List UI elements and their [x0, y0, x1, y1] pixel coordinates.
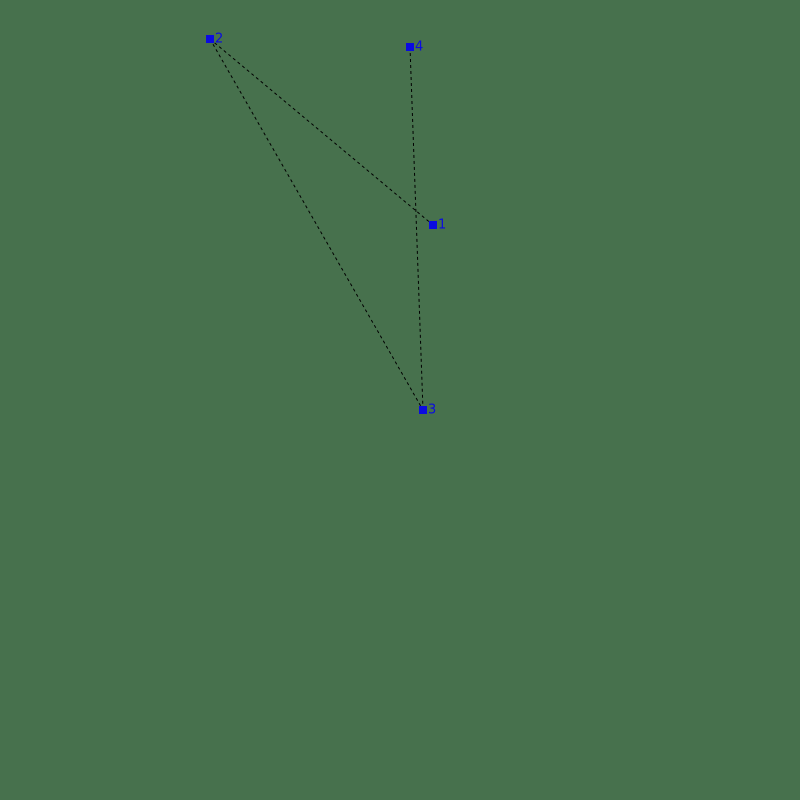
node-2-label: 2: [215, 31, 224, 47]
edge-4-3: [410, 47, 423, 410]
nodes-layer: [206, 32, 446, 418]
node-3-marker[interactable]: [419, 406, 427, 414]
node-1[interactable]: [429, 218, 446, 233]
node-1-label: 1: [438, 217, 447, 233]
node-4-marker[interactable]: [406, 43, 414, 51]
node-1-marker[interactable]: [429, 221, 437, 229]
node-4-label: 4: [415, 39, 424, 55]
node-3[interactable]: [419, 403, 436, 418]
node-2[interactable]: [206, 32, 223, 47]
edge-2-3: [210, 39, 423, 410]
node-4[interactable]: [406, 40, 423, 55]
edges-layer: [210, 39, 433, 410]
edge-2-1: [210, 39, 433, 225]
node-2-marker[interactable]: [206, 35, 214, 43]
node-3-label: 3: [428, 402, 437, 418]
